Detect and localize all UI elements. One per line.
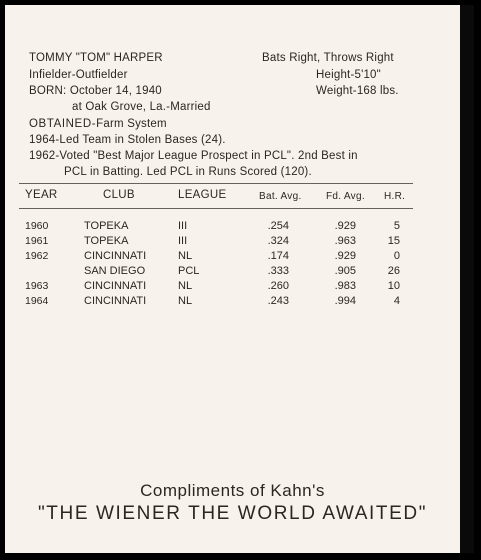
- cell-club: TOPEKA: [84, 220, 129, 232]
- cell-fd-avg: .994: [334, 295, 356, 307]
- cell-bat-avg: .260: [267, 280, 289, 292]
- bats-throws: Bats Right, Throws Right: [262, 52, 394, 64]
- cell-club: SAN DIEGO: [84, 265, 146, 277]
- table-header-rule: [19, 208, 413, 209]
- table-row: [5, 250, 460, 263]
- table-row: [5, 295, 460, 308]
- cell-year: 1961: [25, 235, 49, 247]
- cell-league: PCL: [178, 265, 200, 277]
- obtained-label: OBTAINED-: [29, 118, 97, 130]
- cell-league: III: [178, 220, 188, 232]
- note-line-3: PCL in Batting. Led PCL in Runs Scored (120).: [64, 166, 312, 178]
- table-row: [5, 265, 460, 278]
- height: Height-5'10": [316, 69, 381, 81]
- table-row: [5, 235, 460, 248]
- player-name: TOMMY "TOM" HARPER: [29, 52, 163, 64]
- cell-year: 1960: [25, 220, 49, 232]
- cell-club: CINCINNATI: [84, 295, 147, 307]
- table-top-rule: [19, 183, 413, 184]
- cell-bat-avg: .333: [267, 265, 289, 277]
- table-row: [5, 220, 460, 233]
- cell-club: CINCINNATI: [84, 250, 147, 262]
- cell-fd-avg: .905: [334, 265, 356, 277]
- header-bat-avg: Bat. Avg.: [259, 191, 302, 202]
- cell-hr: 5: [393, 220, 400, 232]
- cell-bat-avg: .243: [267, 295, 289, 307]
- header-hr: H.R.: [384, 191, 406, 202]
- cell-bat-avg: .324: [267, 235, 289, 247]
- footer-slogan: "THE WIENER THE WORLD AWAITED": [37, 503, 428, 524]
- cell-fd-avg: .929: [334, 250, 356, 262]
- cell-club: TOPEKA: [84, 235, 129, 247]
- header-fd-avg: Fd. Avg.: [326, 191, 365, 202]
- baseball-card-back: [5, 5, 460, 553]
- cell-year: 1964: [25, 295, 49, 307]
- table-row: [5, 280, 460, 293]
- born-place: at Oak Grove, La.-Married: [72, 101, 211, 113]
- cell-hr: 15: [387, 235, 400, 247]
- cell-bat-avg: .174: [267, 250, 289, 262]
- header-club: CLUB: [103, 189, 135, 201]
- footer-compliments: Compliments of Kahn's: [140, 481, 325, 500]
- card-shadow-edge: [460, 5, 474, 553]
- note-line-1: 1964-Led Team in Stolen Bases (24).: [29, 134, 226, 146]
- cell-league: III: [178, 235, 188, 247]
- cell-hr: 10: [387, 280, 400, 292]
- cell-bat-avg: .254: [267, 220, 289, 232]
- cell-year: 1962: [25, 250, 49, 262]
- cell-hr: 4: [393, 295, 400, 307]
- note-line-2: 1962-Voted "Best Major League Prospect in PCL". 2nd Best in: [29, 150, 358, 162]
- cell-league: NL: [178, 280, 193, 292]
- obtained-value: Farm System: [96, 118, 167, 130]
- cell-fd-avg: .963: [334, 235, 356, 247]
- cell-fd-avg: .983: [334, 280, 356, 292]
- cell-league: NL: [178, 250, 193, 262]
- cell-hr: 26: [387, 265, 400, 277]
- player-position: Infielder-Outfielder: [29, 69, 128, 81]
- cell-fd-avg: .929: [334, 220, 356, 232]
- obtained-line: [29, 118, 167, 130]
- cell-club: CINCINNATI: [84, 280, 147, 292]
- cell-hr: 0: [393, 250, 400, 262]
- header-year: YEAR: [25, 189, 58, 201]
- born-date: BORN: October 14, 1940: [29, 85, 162, 97]
- weight: Weight-168 lbs.: [316, 85, 399, 97]
- cell-league: NL: [178, 295, 193, 307]
- cell-year: 1963: [25, 280, 49, 292]
- header-league: LEAGUE: [178, 189, 227, 201]
